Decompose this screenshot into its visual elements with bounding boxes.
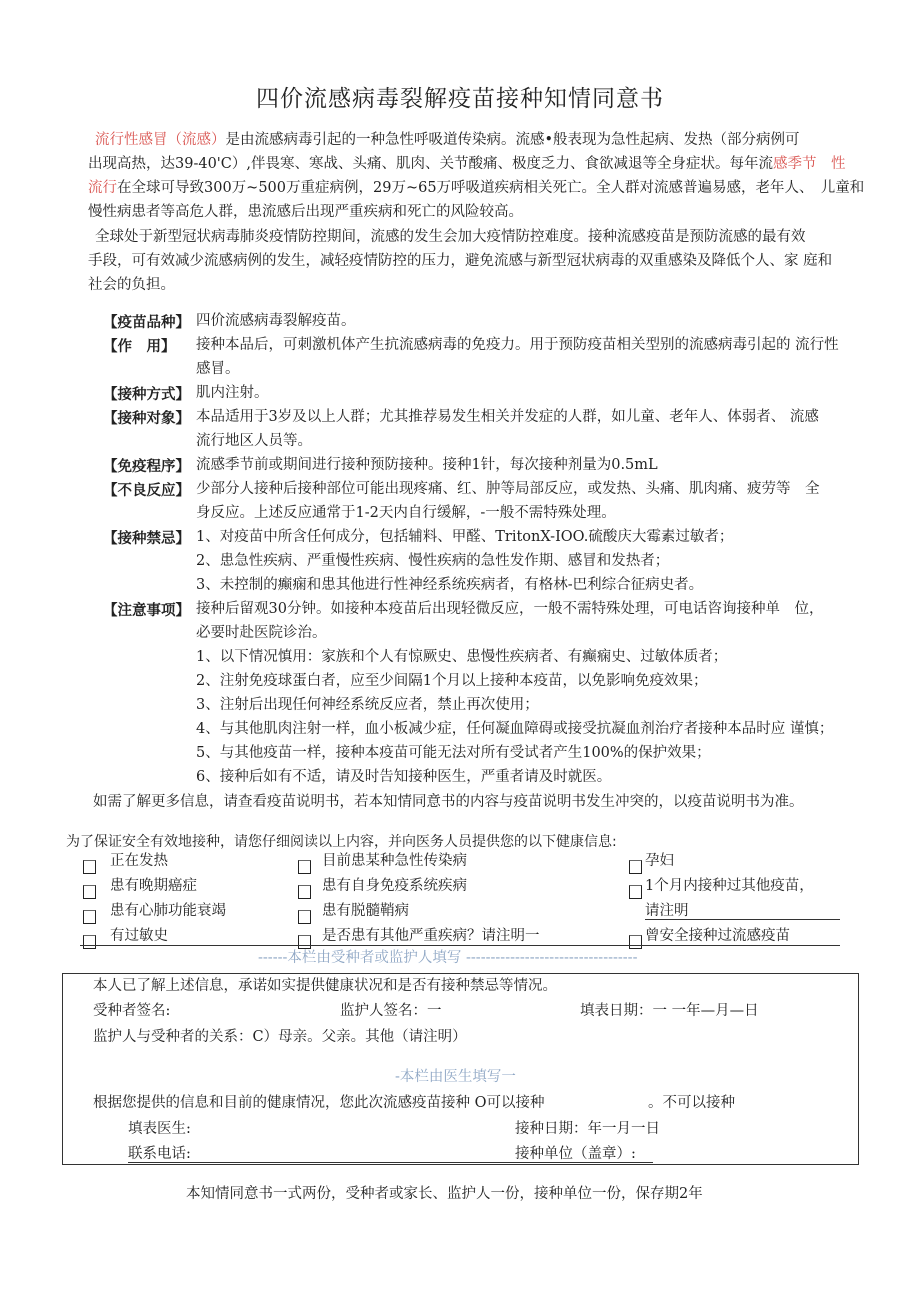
intro-line: 全球处于新型冠状病毒肺炎疫情防控期间，流感的发生会加大疫情防控难度。接种流感疫苗是预防流感的最有效	[95, 229, 806, 245]
unit-stamp-field[interactable]: 接种单位（盖章）:	[515, 1146, 636, 1162]
highlighted-term: 流行	[88, 180, 117, 196]
item-text: 3、注射后出现任何神经系统反应者，禁止再次使用；	[196, 697, 539, 713]
signature-underline	[128, 1162, 653, 1163]
recipient-signature-field[interactable]: 受种者签名:	[93, 1003, 171, 1019]
text: 是由流感病毒引起的一种急性呼吸道传染病。流感•般表现为急性起病、发热（部分病例可	[225, 132, 800, 148]
checkbox[interactable]	[298, 935, 311, 949]
intro-line	[95, 130, 800, 150]
specify-label: 请注明	[645, 903, 689, 919]
item-text: 接种本品后，可刺激机体产生抗流感病毒的免疫力。用于预防疫苗相关型别的流感病毒引起的 流行性	[196, 337, 839, 353]
item-text: 2、注射免疫球蛋白者，应至少间隔1个月以上接种本疫苗，以免影响免疫效果；	[196, 673, 708, 689]
item-text: 流行地区人员等。	[196, 433, 312, 449]
item-label: 【接种对象】	[103, 410, 190, 427]
health-option: 有过敏史	[110, 928, 168, 944]
section-note-doctor: -本栏由医生填写一	[395, 1069, 516, 1085]
intro-line: 慢性病患者等高危人群，患流感后出现严重疾病和死亡的风险较高。	[88, 204, 523, 220]
health-option: 曾安全接种过流感疫苗	[645, 928, 790, 944]
health-option: 正在发热	[110, 853, 168, 869]
intro-line: 手段，可有效减少流感病例的发生，减轻疫情防控的压力，避免流感与新型冠状病毒的双重感染及降低个人、家 庭和	[88, 253, 833, 269]
item-label: 【注意事项】	[103, 602, 190, 619]
guardian-relation-field[interactable]: 监护人与受种者的关系：C）母亲。父亲。其他（请注明）	[93, 1029, 467, 1045]
fill-date-field[interactable]: 填表日期：一 一年—月—日	[580, 1003, 759, 1019]
doctor-field[interactable]: 填表医生:	[128, 1121, 191, 1137]
item-text: 3、未控制的癫痫和患其他进行性神经系统疾病者，有格林-巴利综合征病史者。	[196, 577, 704, 593]
item-text: 必要时赴医院诊治。	[196, 625, 327, 641]
item-label: 【接种方式】	[103, 386, 190, 403]
intro-line	[88, 178, 864, 198]
health-option: 患有脱髓鞘病	[322, 903, 409, 919]
health-option: 患有心肺功能衰竭	[110, 903, 226, 919]
item-text: 5、与其他疫苗一样，接种本疫苗可能无法对所有受试者产生100%的保护效果；	[196, 745, 711, 761]
item-text: 身反应。上述反应通常于1-2天内自行缓解，-一般不需特殊处理。	[196, 505, 616, 521]
item-text: 少部分人接种后接种部位可能出现疼痛、红、肿等局部反应，或发热、头痛、肌肉痛、疲劳等 全	[196, 481, 820, 497]
text: 出现高热，达39-40'C）,伴畏寒、寒战、头痛、肌肉、关节酸痛、极度乏力、食欲减退等全身症状。每年流	[88, 156, 773, 172]
highlighted-term: 感季节 性	[773, 156, 846, 172]
more-info-text: 如需了解更多信息，请查看疫苗说明书，若本知情同意书的内容与疫苗说明书发生冲突的，以疫苗说明书为准。	[93, 794, 804, 810]
guardian-signature-field[interactable]: 监护人签名：一	[340, 1003, 442, 1019]
item-text: 四价流感病毒裂解疫苗。	[196, 313, 356, 329]
item-text: 2、患急性疾病、严重慢性疾病、慢性疾病的急性发作期、感冒和发热者；	[196, 553, 670, 569]
text: 在全球可导致300万~500万重症病例，29万~65万呼吸道疾病相关死亡。全人群对流感普遍易感，老年人、 儿童和	[117, 180, 865, 196]
note-underline	[645, 919, 840, 920]
checkbox[interactable]	[298, 910, 311, 924]
item-label: 【接种禁忌】	[103, 530, 190, 547]
divider	[80, 945, 840, 946]
item-label: 【作 用】	[103, 338, 176, 355]
declaration-statement: 本人已了解上述信息，承诺如实提供健康状况和是否有接种禁忌等情况。	[93, 978, 557, 994]
health-option: 患有晚期癌症	[110, 878, 197, 894]
checkbox[interactable]	[83, 910, 96, 924]
intro-line: 社会的负担。	[88, 277, 175, 293]
checkbox[interactable]	[629, 860, 642, 874]
item-label: 【不良反应】	[103, 482, 190, 499]
item-text: 感冒。	[196, 361, 240, 377]
checkbox[interactable]	[629, 885, 642, 899]
health-info-heading: 为了保证安全有效地接种，请您仔细阅读以上内容，并向医务人员提供您的以下健康信息:	[66, 834, 617, 850]
decision-can-vaccinate[interactable]: 根据您提供的信息和目前的健康情况，您此次流感疫苗接种 O可以接种	[93, 1095, 545, 1111]
item-text: 6、接种后如有不适，请及时告知接种医生，严重者请及时就医。	[196, 769, 612, 785]
item-text: 接种后留观30分钟。如接种本疫苗后出现轻微反应，一般不需特殊处理，可电话咨询接种单 位，	[196, 601, 824, 617]
health-option: 1个月内接种过其他疫苗，	[645, 878, 814, 894]
health-option: 患有自身免疫系统疾病	[322, 878, 467, 894]
item-text: 肌内注射。	[196, 385, 269, 401]
item-label: 【疫苗品种】	[103, 314, 190, 331]
intro-line	[88, 154, 846, 174]
health-option: 目前患某种急性传染病	[322, 853, 467, 869]
item-text: 4、与其他肌肉注射一样，血小板减少症，任何凝血障碍或接受抗凝血剂治疗者接种本品时应 谨慎；	[196, 721, 834, 737]
checkbox[interactable]	[298, 885, 311, 899]
item-text: 1、对疫苗中所含任何成分，包括辅料、甲醛、TritonX-IOO.硫酸庆大霉素过敏者；	[196, 529, 734, 545]
decision-cannot-vaccinate[interactable]: 。不可以接种	[648, 1095, 735, 1111]
document-title: 四价流感病毒裂解疫苗接种知情同意书	[256, 86, 664, 112]
item-text: 1、以下情况慎用：家族和个人有惊厥史、患慢性疾病者、有癫痫史、过敏体质者；	[196, 649, 728, 665]
vaccination-date-field[interactable]: 接种日期：年一月一日	[515, 1121, 660, 1137]
checkbox[interactable]	[83, 885, 96, 899]
checkbox[interactable]	[83, 935, 96, 949]
highlighted-term: 流行性感冒（流感）	[95, 132, 226, 148]
health-option: 孕妇	[645, 853, 674, 869]
item-text: 流感季节前或期间进行接种预防接种。接种1针，每次接种剂量为0.5mL	[196, 457, 658, 473]
item-text: 本品适用于3岁及以上人群；尤其推荐易发生相关并发症的人群，如儿童、老年人、体弱者、 流感	[196, 409, 819, 425]
checkbox[interactable]	[629, 935, 642, 949]
item-label: 【免疫程序】	[103, 458, 190, 475]
footer-note: 本知情同意书一式两份，受种者或家长、监护人一份，接种单位一份，保存期2年	[186, 1186, 703, 1202]
checkbox[interactable]	[298, 860, 311, 874]
checkbox[interactable]	[83, 860, 96, 874]
phone-field[interactable]: 联系电话:	[128, 1146, 191, 1162]
health-option: 是否患有其他严重疾病？请注明一	[322, 928, 540, 944]
section-note-patient: ------本栏由受种者或监护人填写 -----------------------------------	[258, 950, 638, 966]
